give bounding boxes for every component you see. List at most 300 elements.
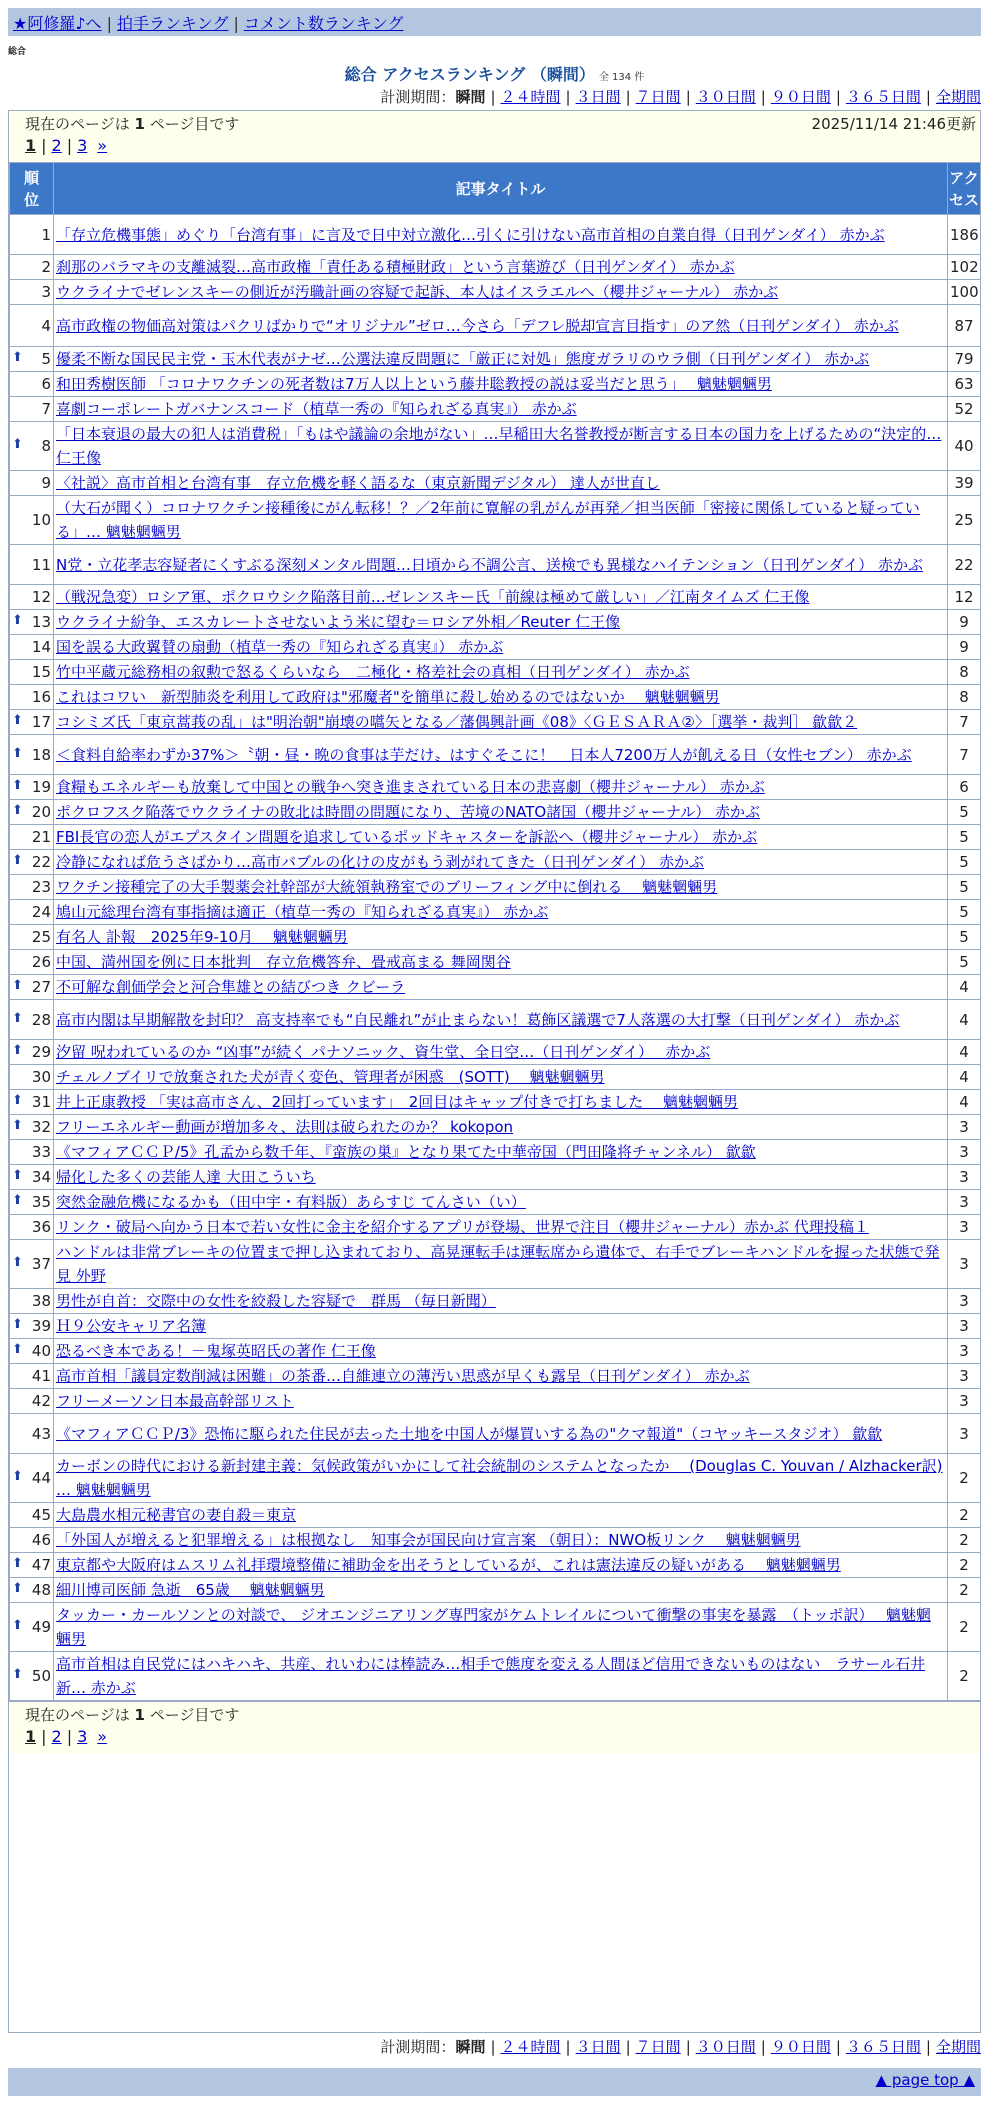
rank-cell [10,1339,54,1364]
page-info-number: 1 [134,115,145,133]
article-link[interactable]: 不可解な創価学会と河合隼雄との結びつき クビーラ [56,978,406,996]
page-link[interactable]: 2 [51,136,62,155]
arrow-up-icon: ⬆ [12,1667,23,1682]
arrow-up-icon: ⬆ [12,437,23,452]
rank-number: 16 [31,688,51,706]
title-cell [54,1652,948,1701]
rank-number: 48 [31,1581,51,1599]
rank-number: 38 [31,1292,51,1310]
updated-timestamp: 2025/11/14 21:46更新 [811,115,976,133]
period-link[interactable]: ３日間 [575,2038,621,2056]
rank-cell [10,305,54,347]
period-link[interactable]: ３６５日間 [845,88,921,106]
rank-number: 28 [31,1010,51,1029]
page-link[interactable]: 2 [51,1727,62,1746]
ranking-row [10,1165,981,1190]
rank-cell [10,900,54,925]
rank-number: 1 [41,225,51,244]
rank-cell [10,1215,54,1240]
title-cell [54,1314,948,1339]
period-link[interactable]: ２４時間 [500,88,561,106]
pagination-top [25,136,964,155]
access-count: 8 [948,685,981,710]
article-link[interactable]: 細川博司医師 急逝 65歳 魑魅魍魎男 [56,1581,325,1599]
title-cell [54,280,948,305]
rank-number: 26 [31,953,51,971]
ranking-row [10,1314,981,1339]
rank-cell [10,471,54,496]
rank-number: 7 [41,400,51,418]
rank-cell [10,925,54,950]
ranking-box [8,110,981,2033]
ranking-row [10,1652,981,1701]
rank-cell [10,397,54,422]
access-count: 9 [948,610,981,635]
rank-number: 45 [31,1506,51,1524]
title-cell [54,1339,948,1364]
page-separator: | [41,136,47,155]
home-link[interactable]: ★阿修羅♪へ [13,14,102,33]
article-link[interactable]: 高市首相は自民党にはハキハキ、共産、れいわには棒読み…相手で態度を変える人間ほど信用できないものはない ラサール石井 新… 赤かぶ [56,1655,926,1697]
title-cell [54,422,948,471]
rank-cell [10,825,54,850]
access-count: 3 [948,1215,981,1240]
ranking-row [10,1528,981,1553]
ranking-row [10,925,981,950]
ranking-row [10,305,981,347]
article-link[interactable]: ウクライナでゼレンスキーの側近が汚職計画の容疑で起訴、本人はイスラエルへ（櫻井ジャーナル） 赤かぶ [56,283,779,301]
period-link[interactable]: ９０日間 [770,88,831,106]
title-cell [54,950,948,975]
title-cell [54,875,948,900]
ranking-row [10,1000,981,1040]
access-count: 3 [948,1339,981,1364]
title-cell [54,900,948,925]
rank-number: 14 [31,638,51,656]
rank-number: 15 [31,663,51,681]
ranking-row [10,635,981,660]
rank-number: 19 [31,778,51,796]
arrow-up-icon: ⬆ [12,1581,23,1596]
clap-ranking-link[interactable]: 拍手ランキング [116,14,229,33]
ranking-row [10,1240,981,1289]
access-count: 2 [948,1528,981,1553]
page-next-link[interactable]: » [97,136,108,155]
arrow-up-icon: ⬆ [12,1093,23,1108]
period-separator: | [685,2038,691,2056]
rank-number: 27 [31,978,51,996]
ranking-row [10,1090,981,1115]
access-count: 5 [948,825,981,850]
title-cell [54,775,948,800]
ranking-row [10,950,981,975]
arrow-up-icon: ⬆ [12,853,23,868]
ranking-row [10,255,981,280]
ranking-row [10,280,981,305]
rank-cell [10,255,54,280]
arrow-up-icon: ⬆ [12,1193,23,1208]
title-cell [54,305,948,347]
access-count: 5 [948,900,981,925]
ranking-row [10,1578,981,1603]
article-link[interactable]: 中国、満州国を例に日本批判 存立危機答弁、畳戒高まる 舞岡関谷 [56,953,511,971]
article-link[interactable]: FBI長官の恋人がエプスタイン問題を追求しているポッドキャスターを訴訟へ（櫻井ジャーナル） 赤かぶ [56,828,758,846]
access-count: 3 [948,1414,981,1454]
rank-number: 4 [41,316,51,335]
access-count: 6 [948,775,981,800]
arrow-up-icon: ⬆ [12,1010,23,1026]
ranking-row [10,397,981,422]
article-link[interactable]: 竹中平蔵元総務相の叙勲で怒るくらいなら 二極化・格差社会の真相（日刊ゲンダイ） 赤かぶ [56,663,690,681]
period-selector-bottom [380,2036,981,2057]
nav-separator: | [233,14,239,33]
article-link[interactable]: フリーエネルギー動画が増加多々、法則は破られたのか？ kokopon [56,1118,514,1136]
article-link[interactable]: 和田秀樹医師 「コロナワクチンの死者数は7万人以上という藤井聡教授の説は妥当だと思う」 魑魅魍魎男 [56,375,772,393]
title-cell [54,925,948,950]
article-link[interactable]: ワクチン接種完了の大手製薬会社幹部が大統領執務室でのブリーフィング中に倒れる 魑魅魍魎男 [56,878,718,896]
article-link[interactable]: 「存立危機事態」めぐり「台湾有事」に言及で日中対立激化…引くに引けない高市首相の自業自得（日刊ゲンダイ） 赤かぶ [56,225,885,244]
ranking-title: 総合 アクセスランキング （瞬間） [344,65,595,84]
rank-number: 17 [31,713,51,731]
rank-cell [10,1603,54,1652]
article-link[interactable]: これはコワい 新型肺炎を利用して政府は"邪魔者"を簡単に殺し始めるのではないか 魑魅魍魎男 [56,688,720,706]
rank-number: 36 [31,1218,51,1236]
access-count: 3 [948,1190,981,1215]
page-separator: | [41,1727,47,1746]
access-count: 2 [948,1503,981,1528]
title-cell [54,1240,948,1289]
rank-number: 41 [31,1367,51,1385]
ranking-row [10,372,981,397]
ranking-row [10,1289,981,1314]
access-count: 4 [948,1090,981,1115]
rank-header: 順位 [10,163,54,215]
access-count: 2 [948,1603,981,1652]
pagination-bottom [25,1727,964,1746]
rank-cell [10,1553,54,1578]
period-label: 計測期間： [380,88,456,106]
rank-number: 9 [41,474,51,492]
access-count: 2 [948,1652,981,1701]
title-cell [54,1603,948,1652]
title-cell [54,610,948,635]
access-count: 4 [948,1040,981,1065]
arrow-up-icon: ⬆ [12,1043,23,1058]
article-link[interactable]: ハンドルは非常ブレーキの位置まで押し込まれており、高晃運転手は運転席から遺体で、右手でブレーキハンドルを握った状態で発見 外野 [56,1243,940,1285]
period-link[interactable]: ７日間 [635,2038,681,2056]
article-link[interactable]: 汐留 呪われているのか “凶事”が続く パナソニック、資生堂、全日空…（日刊ゲンダイ） 赤かぶ [56,1043,711,1061]
article-link[interactable]: 帰化した多くの芸能人達 大田こういち [56,1168,316,1186]
page-link[interactable]: 3 [77,1727,88,1746]
article-link[interactable]: 大島農水相元秘書官の妻自殺＝東京 [56,1506,297,1524]
ranking-row [10,1603,981,1652]
rank-number: 10 [31,511,51,529]
period-link[interactable]: ３６５日間 [845,2038,921,2056]
article-link[interactable]: 高市政権の物価高対策はパクリばかりで“オリジナル”ゼロ…今さら「デフレ脱却宣言目指す」のア然（日刊ゲンダイ） 赤かぶ [56,316,899,335]
article-link[interactable]: 食糧もエネルギーも放棄して中国との戦争へ突き進まされている日本の悲喜劇（櫻井ジャーナル） 赤かぶ [56,778,765,796]
access-count: 5 [948,925,981,950]
rank-number: 11 [31,555,51,574]
rank-number: 23 [31,878,51,896]
article-link[interactable]: フリーメーソン日本最高幹部リスト [56,1392,294,1410]
period-link[interactable]: ７日間 [635,88,681,106]
period-separator: | [685,88,691,106]
arrow-up-icon: ⬆ [12,778,23,793]
article-link[interactable]: Ｈ９公安キャリア名簿 [56,1317,207,1335]
access-count: 12 [948,585,981,610]
access-count: 4 [948,1000,981,1040]
rank-number: 32 [31,1118,51,1136]
period-link[interactable]: ３日間 [575,88,621,106]
title-cell [54,1289,948,1314]
title-cell [54,660,948,685]
rank-cell [10,280,54,305]
title-cell [54,1553,948,1578]
rank-cell [10,685,54,710]
access-count: 100 [948,280,981,305]
article-link[interactable]: N党・立花孝志容疑者にくすぶる深刻メンタル問題…日頃から不調公言、送検でも異様なハイテンション（日刊ゲンダイ） 赤かぶ [56,555,924,574]
title-cell [54,1040,948,1065]
rank-cell [10,496,54,545]
access-count: 186 [948,215,981,255]
access-count: 3 [948,1364,981,1389]
article-link[interactable]: リンク・破局へ向かう日本で若い女性に金主を紹介するアプリが登場、世界で注目（櫻井ジャーナル）赤かぶ 代理投稿１ [56,1218,869,1236]
page-header [9,111,980,162]
rank-cell [10,1140,54,1165]
title-cell [54,1503,948,1528]
article-link[interactable]: 喜劇コーポレートガバナンスコード（植草一秀の『知られざる真実』） 赤かぶ [56,400,577,418]
title-cell [54,397,948,422]
access-count: 2 [948,1578,981,1603]
rank-cell [10,1364,54,1389]
comment-ranking-link[interactable]: コメント数ランキング [243,14,404,33]
arrow-up-icon: ⬆ [12,745,23,761]
page-separator: | [66,136,73,155]
period-link[interactable]: ３０日間 [695,2038,756,2056]
access-count: 3 [948,1140,981,1165]
period-link[interactable]: 全期間 [935,2038,981,2056]
period-label: 計測期間： [380,2038,456,2056]
article-link[interactable]: ＜食料自給率わずか37%＞〝朝・昼・晩の食事は芋だけ〟はすぐそこに！ 日本人7200万人が飢える日（女性セブン） 赤かぶ [56,745,912,764]
ranking-row [10,660,981,685]
rank-cell [10,1652,54,1701]
page-top-link[interactable]: ▲ page top ▲ [875,2071,975,2089]
arrow-up-icon: ⬆ [12,803,23,818]
article-link[interactable]: 「外国人が増えると犯罪増える」は根拠なし 知事会が国民向け宣言案 （朝日）：NWO板リンク 魑魅魍魎男 [56,1531,801,1549]
article-link[interactable]: 突然金融危機になるかも（田中宇・有料版）あらすじ てんさい（い） [56,1193,526,1211]
article-link[interactable]: 「日本衰退の最大の犯人は消費税」「もはや議論の余地がない」…早稲田大名誉教授が断言する日本の国力を上げるための“決定的… 仁王像 [56,425,942,467]
access-count: 40 [948,422,981,471]
period-separator: | [490,2038,496,2056]
title-cell [54,1389,948,1414]
title-cell [54,1414,948,1454]
title-cell [54,1000,948,1040]
period-separator: | [625,88,631,106]
ranking-row [10,1215,981,1240]
rank-cell [10,1454,54,1503]
article-link[interactable]: 《マフィアＣＣＰ/5》孔孟から数千年、『蛮族の巣』となり果てた中華帝国（門田隆将チャンネル） 歙歙 [56,1143,756,1161]
rank-cell [10,1240,54,1289]
period-separator: | [835,2038,841,2056]
period-link[interactable]: ３０日間 [695,88,756,106]
rank-cell [10,1040,54,1065]
article-link[interactable]: 男性が自首：交際中の女性を絞殺した容疑で 群馬 （毎日新聞） [56,1292,496,1310]
period-separator: | [760,2038,766,2056]
access-count: 8 [948,660,981,685]
article-link[interactable]: 高市首相「議員定数削減は困難」の茶番…自維連立の薄汚い思惑が早くも露呈（日刊ゲンダイ） 赤かぶ [56,1367,750,1385]
access-count: 4 [948,1065,981,1090]
title-cell [54,1065,948,1090]
rank-number: 43 [31,1424,51,1443]
arrow-up-icon: ⬆ [12,613,23,628]
rank-cell [10,422,54,471]
title-cell [54,1215,948,1240]
current-page-info [25,1704,964,1725]
page-info-number: 1 [134,1706,145,1724]
top-nav-bar [8,8,981,36]
bottom-bar [8,2068,981,2096]
period-separator: | [565,88,571,106]
rank-number: 37 [31,1255,51,1273]
period-separator: | [760,88,766,106]
rank-number: 33 [31,1143,51,1161]
rank-cell [10,610,54,635]
article-link[interactable]: 有名人 訃報 2025年9-10月 魑魅魍魎男 [56,928,348,946]
article-link[interactable]: 〈社説〉高市首相と台湾有事 存立危機を軽く語るな（東京新聞デジタル） 達人が世直し [56,474,660,492]
access-header: アクセス [948,163,981,215]
article-link[interactable]: タッカー・カールソンとの対談で、 ジオエンジニアリング専門家がケムトレイルについて衝撃の事実を暴露 （トッポ訳） 魑魅魍魎男 [56,1606,931,1648]
title-cell [54,1140,948,1165]
article-link[interactable]: 国を誤る大政翼賛の扇動（植草一秀の『知られざる真実』） 赤かぶ [56,638,504,656]
article-link[interactable]: 冷静になれば危うさばかり…高市バブルの化けの皮がもう剥がれてきた（日刊ゲンダイ） 赤かぶ [56,853,704,871]
article-link[interactable]: コシミズ氏「東京蒿莪の乱」は"明治朝"崩壊の嚆矢となる／藩偶興計画《08》〈ＧＥＳＡＲＡ②〉［選挙・裁判］ 歙歙２ [56,713,858,731]
article-link[interactable]: 刹那のバラマキの支離滅裂…高市政権「責任ある積極財政」という言葉遊び（日刊ゲンダイ） 赤かぶ [56,258,735,276]
article-link[interactable]: 井上正康教授 「実は高市さん、2回打っています」 2回目はキャップ付きで打ちました 魑魅魍魎男 [56,1093,739,1111]
arrow-up-icon: ⬆ [12,350,23,365]
rank-number: 13 [31,613,51,631]
access-count: 52 [948,397,981,422]
ranking-row [10,1115,981,1140]
title-cell [54,1090,948,1115]
rank-number: 40 [31,1342,51,1360]
rank-cell [10,1414,54,1454]
period-separator: | [625,2038,631,2056]
ranking-table [9,162,981,1701]
rank-cell [10,585,54,610]
page-info-suffix: ページ目です [149,1706,240,1724]
article-link[interactable]: ポクロフスク陥落でウクライナの敗北は時間の問題になり、苦境のNATO諸国（櫻井ジャーナル） 赤かぶ [56,803,760,821]
rank-number: 8 [41,437,51,455]
rank-number: 29 [31,1043,51,1061]
period-current: 瞬間 [455,2038,486,2056]
rank-number: 34 [31,1168,51,1186]
period-separator: | [925,88,931,106]
title-cell [54,685,948,710]
page-current: 1 [25,136,37,155]
ranking-row [10,900,981,925]
access-count: 87 [948,305,981,347]
ranking-row [10,1339,981,1364]
page-next-link[interactable]: » [97,1727,108,1746]
article-link[interactable]: （大石が聞く）コロナワクチン接種後にがん転移！？／2年前に寛解の乳がんが再発／担当医師「密接に関係していると疑っている」… 魑魅魍魎男 [56,499,920,541]
title-cell [54,825,948,850]
rank-number: 31 [31,1093,51,1111]
rank-number: 46 [31,1531,51,1549]
ranking-row [10,1364,981,1389]
article-link[interactable]: 鳩山元総理台湾有事指摘は適正（植草一秀の『知られざる真実』） 赤かぶ [56,903,549,921]
title-cell [54,1364,948,1389]
article-link[interactable]: 高市内閣は早期解散を封印？ 高支持率でも“自民離れ”が止まらない！葛飾区議選で7人落選の大打撃（日刊ゲンダイ） 赤かぶ [56,1010,900,1029]
ranking-row [10,1414,981,1454]
access-count: 3 [948,1289,981,1314]
rank-cell [10,850,54,875]
title-cell [54,635,948,660]
period-separator: | [835,88,841,106]
article-link[interactable]: 東京都や大阪府はムスリム礼拝環境整備に補助金を出そうとしているが、これは憲法違反の疑いがある 魑魅魍魎男 [56,1556,841,1574]
rank-number: 6 [41,375,51,393]
title-cell [54,1115,948,1140]
article-link[interactable]: カーボンの時代における新封建主義：気候政策がいかにして社会統制のシステムとなったか (Douglas C. Youvan / Alzhacker訳) … 魑魅魍魎男 [56,1457,943,1499]
rank-cell [10,800,54,825]
article-link[interactable]: 優柔不断な国民民主党・玉木代表がナゼ…公選法違反問題に「厳正に対処」態度ガラリのウラ側（日刊ゲンダイ） 赤かぶ [56,350,870,368]
ranking-row [10,825,981,850]
period-link[interactable]: ２４時間 [500,2038,561,2056]
rank-number: 20 [31,803,51,821]
ranking-row [10,1503,981,1528]
article-link[interactable]: （戦況急変）ロシア軍、ポクロウシク陥落目前…ゼレンスキー氏「前線は極めて厳しい」／江南タイムズ 仁王像 [56,588,810,606]
rank-number: 50 [31,1667,51,1685]
rank-cell [10,1528,54,1553]
title-cell [54,975,948,1000]
ranking-row [10,800,981,825]
title-cell [54,585,948,610]
ranking-row [10,850,981,875]
access-count: 3 [948,1240,981,1289]
rank-number: 30 [31,1068,51,1086]
rank-number: 5 [41,350,51,368]
article-link[interactable]: チェルノブイリで放棄された犬が青く変色、管理者が困惑 (SOTT) 魑魅魍魎男 [56,1068,605,1086]
rank-cell [10,1115,54,1140]
period-separator: | [925,2038,931,2056]
rank-number: 25 [31,928,51,946]
rank-number: 18 [31,745,51,764]
rank-cell [10,1389,54,1414]
title-cell [54,1454,948,1503]
article-link[interactable]: 《マフィアＣＣＰ/3》恐怖に駆られた住民が去った土地を中国人が爆買いする為の"クマ報道"（コヤッキースタジオ） 歙歙 [56,1424,883,1443]
ranking-row [10,1040,981,1065]
access-count: 102 [948,255,981,280]
ranking-row [10,775,981,800]
ranking-row [10,545,981,585]
title-cell [54,1190,948,1215]
ranking-row [10,496,981,545]
rank-cell [10,1000,54,1040]
period-link[interactable]: 全期間 [935,88,981,106]
rank-number: 3 [41,283,51,301]
rank-number: 42 [31,1392,51,1410]
period-link[interactable]: ９０日間 [770,2038,831,2056]
title-cell [54,347,948,372]
rank-number: 44 [31,1469,51,1487]
article-link[interactable]: ウクライナ紛争、エスカレートさせないよう米に望む＝ロシア外相／Reuter 仁王像 [56,613,621,631]
page-footer [9,1701,980,1754]
article-link[interactable]: 恐るべき本である！－鬼塚英昭氏の著作 仁王像 [56,1342,376,1360]
page-link[interactable]: 3 [77,136,88,155]
ranking-row [10,875,981,900]
title-cell [54,372,948,397]
title-cell [54,710,948,735]
ranking-row [10,1454,981,1503]
